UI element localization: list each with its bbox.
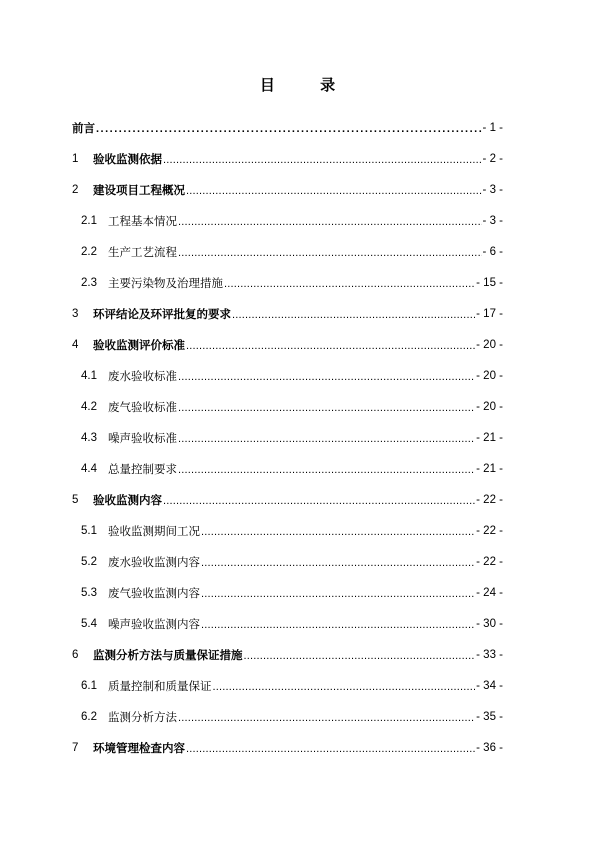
toc-entry-title: 废水验收监测内容 bbox=[108, 554, 200, 569]
toc-entry[interactable] bbox=[72, 701, 503, 732]
dot-leader bbox=[178, 369, 475, 383]
toc-entry-number: 6.2 bbox=[81, 710, 97, 723]
toc-entry[interactable] bbox=[72, 205, 503, 236]
page-title: 目 录 bbox=[259, 76, 356, 94]
toc-entry-page: - 35 - bbox=[476, 710, 503, 723]
toc-entry-page: - 21 - bbox=[476, 431, 503, 444]
toc-entry-page: - 2 - bbox=[482, 152, 503, 165]
toc-entry[interactable] bbox=[72, 546, 503, 577]
toc-entry-number: 2.1 bbox=[81, 214, 97, 227]
toc-entry-title: 验收监测期间工况 bbox=[108, 523, 200, 538]
dot-leader bbox=[201, 617, 475, 631]
toc-entry-title: 监测分析方法与质量保证措施 bbox=[93, 647, 243, 662]
dot-leader bbox=[96, 121, 482, 135]
dot-leader bbox=[178, 462, 475, 476]
toc-entry[interactable] bbox=[72, 391, 503, 422]
toc-entry[interactable] bbox=[72, 174, 503, 205]
toc-entry-number: 7 bbox=[72, 741, 79, 754]
dot-leader bbox=[201, 524, 475, 538]
toc-entry-number: 5.2 bbox=[81, 555, 97, 568]
toc-entry-number: 3 bbox=[72, 307, 79, 320]
toc-entry[interactable] bbox=[72, 639, 503, 670]
toc-entry-page: - 21 - bbox=[476, 462, 503, 475]
toc-entry-number: 4.1 bbox=[81, 369, 97, 382]
toc-entry-page: - 3 - bbox=[482, 183, 503, 196]
toc-entry-title: 质量控制和质量保证 bbox=[108, 678, 212, 693]
toc-entry-title: 监测分析方法 bbox=[108, 709, 177, 724]
toc-entry-title: 建设项目工程概况 bbox=[93, 182, 185, 197]
dot-leader bbox=[178, 710, 475, 724]
toc-entry-title: 主要污染物及治理措施 bbox=[108, 275, 223, 290]
dot-leader bbox=[186, 338, 475, 352]
toc-entry-page: - 34 - bbox=[476, 679, 503, 692]
toc-entry-title: 环评结论及环评批复的要求 bbox=[93, 306, 231, 321]
toc-entry-number: 5.3 bbox=[81, 586, 97, 599]
dot-leader bbox=[232, 307, 475, 321]
toc-entry-page: - 3 - bbox=[482, 214, 503, 227]
toc-entry-number: 6.1 bbox=[81, 679, 97, 692]
toc-entry-number: 5.4 bbox=[81, 617, 97, 630]
toc-entry-page: - 20 - bbox=[476, 338, 503, 351]
dot-leader bbox=[163, 152, 482, 166]
toc-entry-title: 生产工艺流程 bbox=[108, 244, 177, 259]
toc-entry-page: - 24 - bbox=[476, 586, 503, 599]
dot-leader bbox=[244, 648, 476, 662]
toc-entry-number: 2.3 bbox=[81, 276, 97, 289]
toc-entry[interactable] bbox=[72, 577, 503, 608]
toc-entry-number: 4.4 bbox=[81, 462, 97, 475]
toc-entry-title: 工程基本情况 bbox=[108, 213, 177, 228]
toc-entry[interactable] bbox=[72, 298, 503, 329]
toc-entry[interactable] bbox=[72, 732, 503, 763]
toc-entry[interactable] bbox=[72, 236, 503, 267]
toc-entry[interactable] bbox=[72, 670, 503, 701]
toc-entry-title: 噪声验收标准 bbox=[108, 430, 177, 445]
toc-entry-page: - 22 - bbox=[476, 524, 503, 537]
dot-leader bbox=[178, 431, 475, 445]
toc-entry[interactable] bbox=[72, 267, 503, 298]
toc-entry[interactable] bbox=[72, 422, 503, 453]
toc-entry[interactable] bbox=[72, 453, 503, 484]
toc-entry-title: 废气验收标准 bbox=[108, 399, 177, 414]
toc-entry[interactable] bbox=[72, 515, 503, 546]
toc-entry[interactable] bbox=[72, 143, 503, 174]
dot-leader bbox=[178, 400, 475, 414]
toc-entry-title: 前言 bbox=[72, 120, 95, 135]
toc-entry-number: 4.3 bbox=[81, 431, 97, 444]
toc-entry-page: - 6 - bbox=[482, 245, 503, 258]
toc-entry-number: 5.1 bbox=[81, 524, 97, 537]
toc-entry-page: - 1 - bbox=[482, 121, 503, 134]
table-of-contents bbox=[72, 112, 503, 763]
toc-entry-page: - 22 - bbox=[476, 493, 503, 506]
toc-entry-title: 废水验收标准 bbox=[108, 368, 177, 383]
toc-entry-page: - 20 - bbox=[476, 400, 503, 413]
toc-entry-page: - 30 - bbox=[476, 617, 503, 630]
dot-leader bbox=[186, 741, 475, 755]
toc-entry-page: - 17 - bbox=[476, 307, 503, 320]
toc-entry-title: 总量控制要求 bbox=[108, 461, 177, 476]
toc-entry-title: 废气验收监测内容 bbox=[108, 585, 200, 600]
toc-entry-title: 验收监测评价标准 bbox=[93, 337, 185, 352]
toc-entry-number: 4.2 bbox=[81, 400, 97, 413]
toc-entry[interactable] bbox=[72, 360, 503, 391]
toc-entry-title: 验收监测依据 bbox=[93, 151, 162, 166]
toc-entry-number: 5 bbox=[72, 493, 79, 506]
toc-entry-page: - 33 - bbox=[476, 648, 503, 661]
dot-leader bbox=[201, 555, 475, 569]
dot-leader bbox=[213, 679, 476, 693]
toc-entry-page: - 36 - bbox=[476, 741, 503, 754]
toc-entry[interactable] bbox=[72, 484, 503, 515]
toc-entry[interactable] bbox=[72, 112, 503, 143]
toc-entry-page: - 20 - bbox=[476, 369, 503, 382]
toc-entry-page: - 15 - bbox=[476, 276, 503, 289]
dot-leader bbox=[178, 245, 482, 259]
toc-entry-number: 2 bbox=[72, 183, 79, 196]
toc-entry-title: 环境管理检查内容 bbox=[93, 740, 185, 755]
toc-entry[interactable] bbox=[72, 329, 503, 360]
toc-entry-title: 噪声验收监测内容 bbox=[108, 616, 200, 631]
dot-leader bbox=[163, 493, 475, 507]
toc-entry-page: - 22 - bbox=[476, 555, 503, 568]
toc-entry-number: 4 bbox=[72, 338, 79, 351]
toc-entry-number: 1 bbox=[72, 152, 79, 165]
toc-entry-number: 6 bbox=[72, 648, 79, 661]
dot-leader bbox=[201, 586, 475, 600]
dot-leader bbox=[178, 214, 482, 228]
toc-entry[interactable] bbox=[72, 608, 503, 639]
toc-entry-title: 验收监测内容 bbox=[93, 492, 162, 507]
toc-entry-number: 2.2 bbox=[81, 245, 97, 258]
dot-leader bbox=[224, 276, 475, 290]
dot-leader bbox=[186, 183, 482, 197]
